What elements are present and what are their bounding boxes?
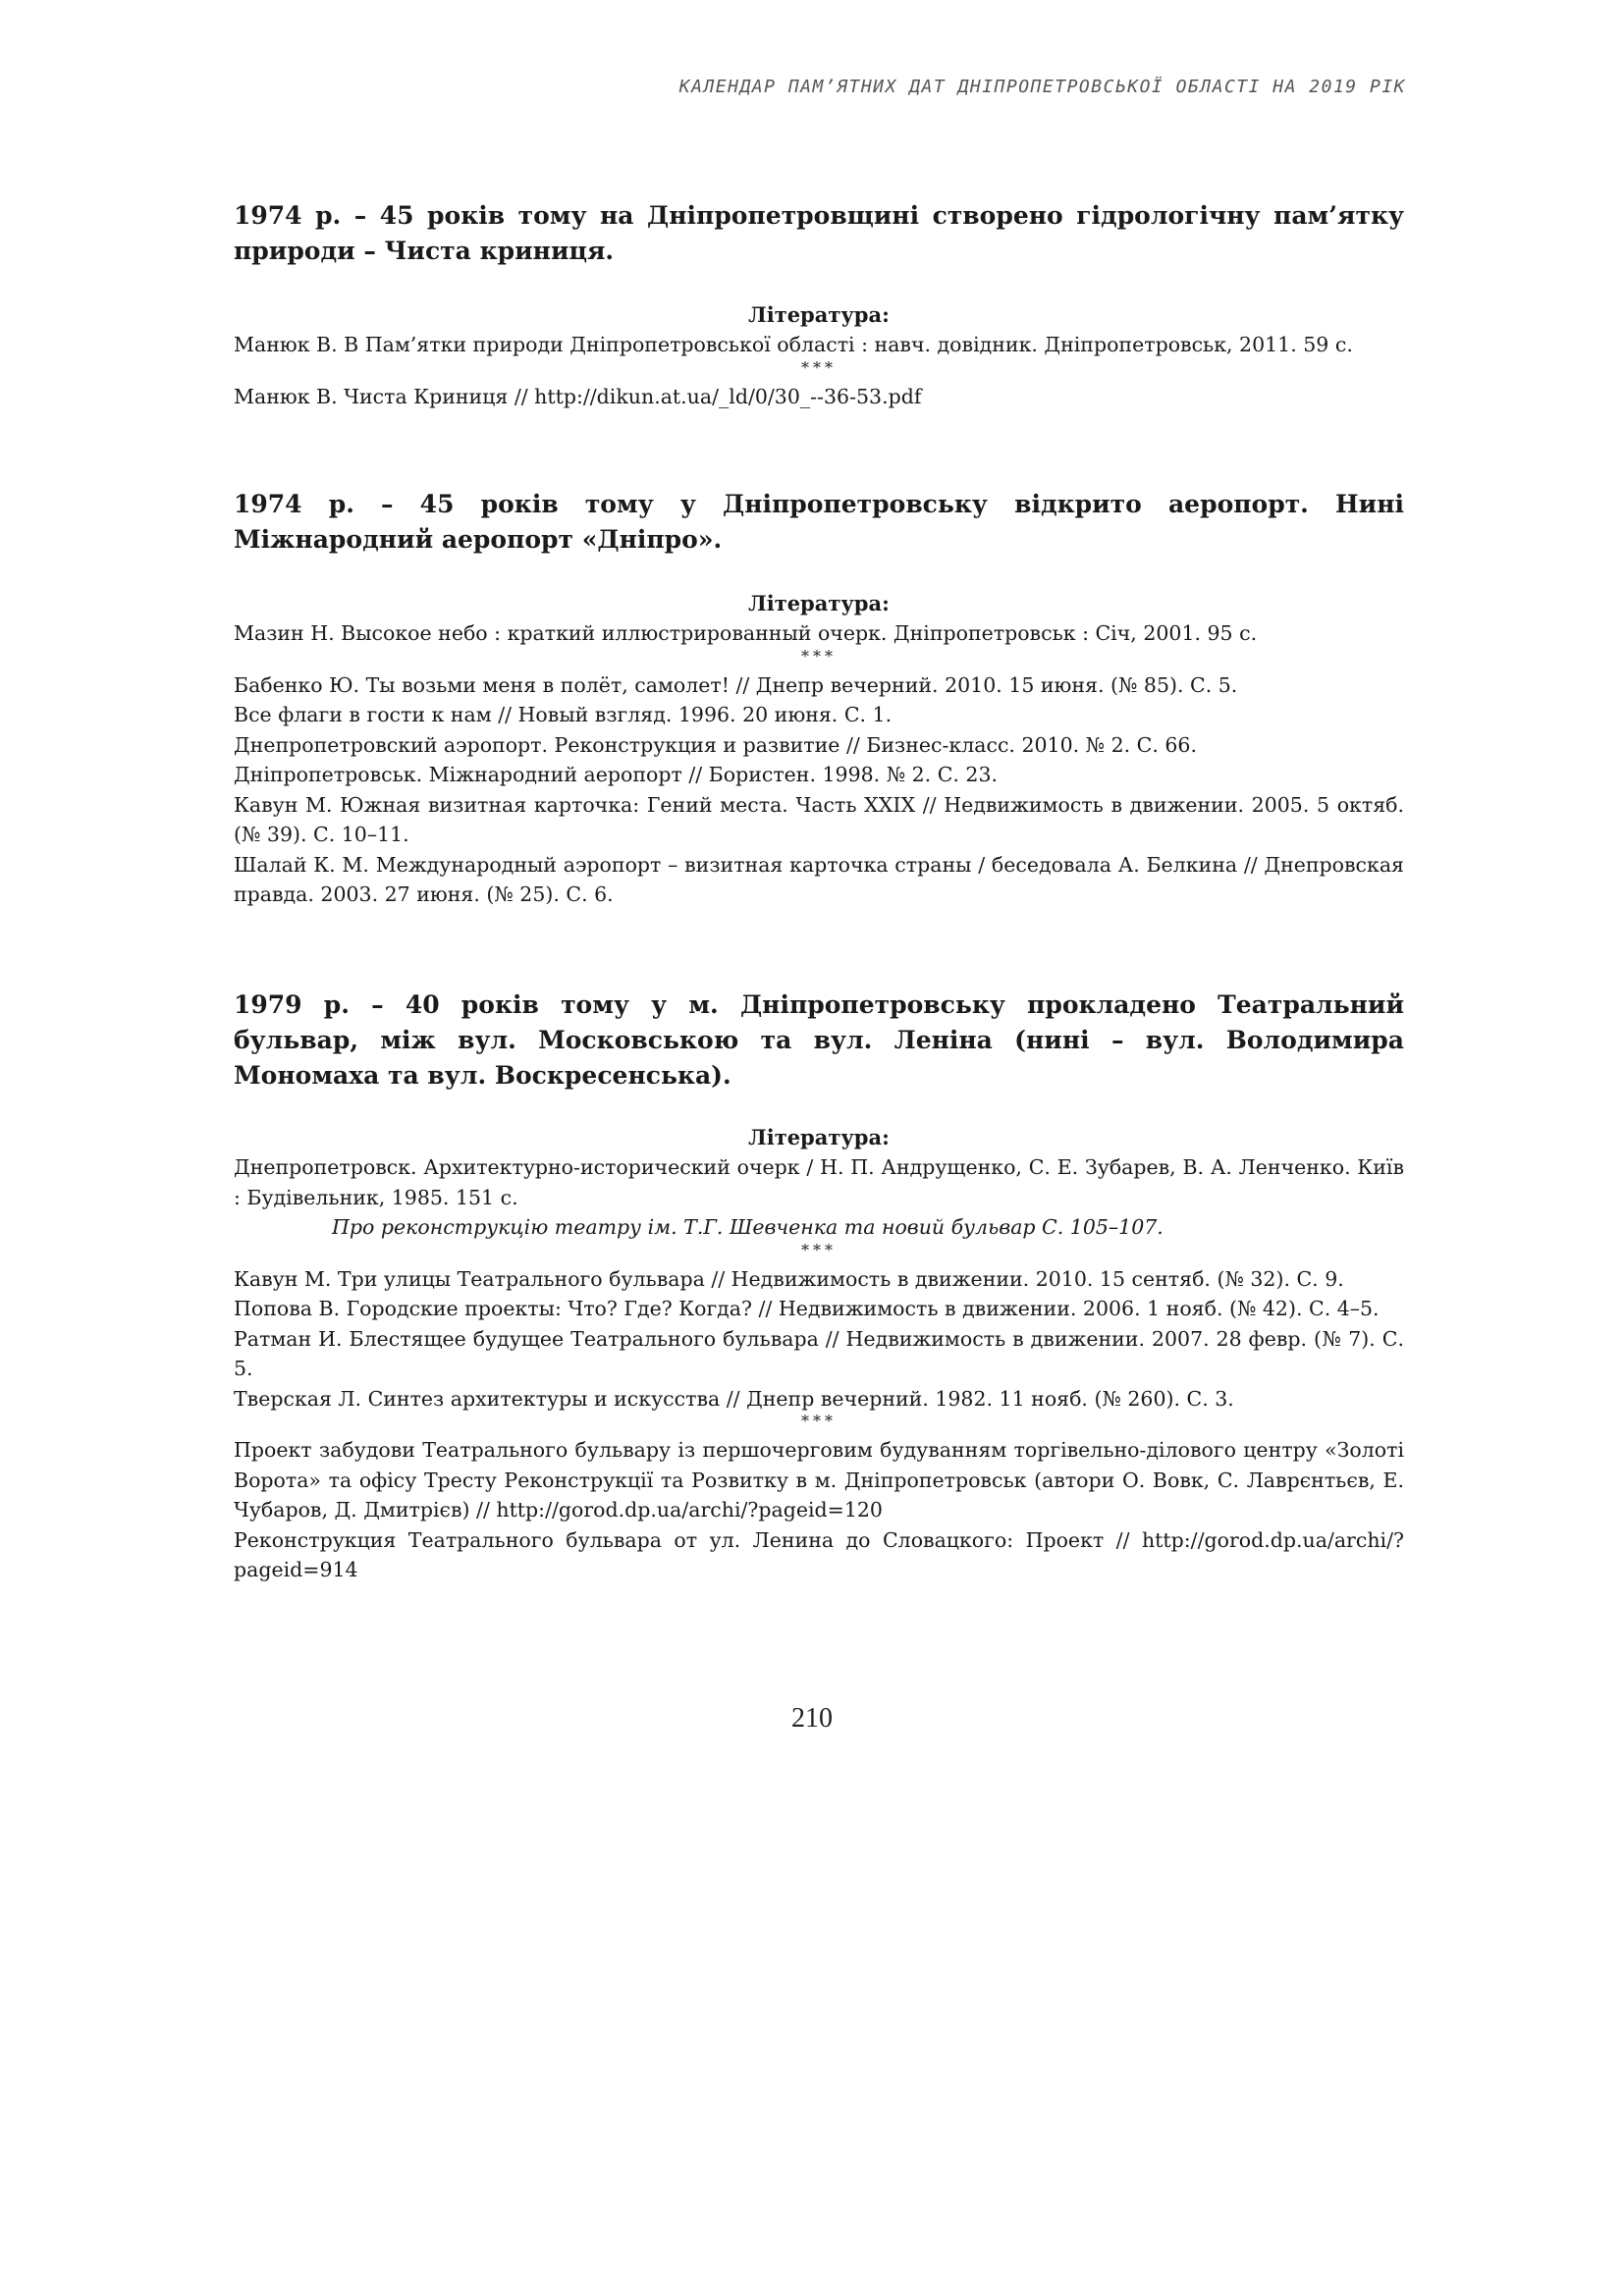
- event-title: 1974 р. – 45 років тому на Дніпропетровщині створено гідрологічну пам’ятку природи – Чиста криниця.: [234, 201, 1404, 265]
- reference-item: Все флаги в гости к нам // Новый взгляд. 1996. 20 июня. С. 1.: [234, 703, 893, 726]
- reference-note: Про реконструкцію театру ім. Т.Г. Шевченка та новий бульвар С. 105–107.: [332, 1215, 1164, 1239]
- reference-item: Попова В. Городские проекты: Что? Где? Когда? // Недвижимость в движении. 2006. 1 нояб. (№ 42). С. 4–5.: [234, 1297, 1380, 1320]
- reference-item: Бабенко Ю. Ты возьми меня в полёт, самолет! // Днепр вечерний. 2010. 15 июня. (№ 85). С. 5.: [234, 672, 1238, 697]
- event-title: 1979 р. – 40 років тому у м. Дніпропетровську прокладено Театральний бульвар, між вул. Московською та вул. Леніна (нині – вул. Володимира Мономаха та вул. Воскресенська).: [234, 990, 1404, 1090]
- reference-item: Тверская Л. Синтез архитектуры и искусства // Днепр вечерний. 1982. 11 нояб. (№ 260). С. 3.: [234, 1386, 1234, 1411]
- literature-heading: Література:: [748, 302, 890, 327]
- separator-stars: ***: [801, 1412, 837, 1430]
- separator-stars: ***: [801, 646, 837, 666]
- reference-item: Днепропетровск. Архитектурно-исторический очерк / Н. П. Андрущенко, С. Е. Зубарев, В. А. Ленченко. Київ : Будівельник, 1985. 151 с.: [234, 1155, 1404, 1209]
- calendar-entry-1974-airport: [234, 487, 1404, 910]
- reference-item: Днепропетровский аэропорт. Реконструкция и развитие // Бизнес-класс. 2010. № 2. С. 66.: [234, 732, 1197, 757]
- reference-item: Шалай К. М. Международный аэропорт – визитная карточка страны / беседовала А. Белкина // Днепровская правда. 2003. 27 июня. (№ 25). С. 6.: [234, 852, 1404, 906]
- calendar-entry-1979-boulevard: [234, 988, 1404, 1585]
- reference-item: Кавун М. Южная визитная карточка: Гений места. Часть XXIX // Недвижимость в движении. 2005. 5 октяб. (№ 39). С. 10–11.: [234, 792, 1404, 846]
- separator-stars: ***: [801, 357, 837, 377]
- reference-item: Проект забудови Театрального бульвару із першочерговим будуванням торгівельно-ділового центру «Золоті Ворота» та офісу Тресту Реконструкції та Розвитку в м. Дніпропетровськ (автори О. Вовк, С. Лаврєнтьєв, Е. Чубаров, Д. Дмитрієв) // http://gorod.dp.ua/archi/?pageid=120: [234, 1438, 1404, 1522]
- page-number: 210: [791, 1703, 833, 1734]
- running-header: КАЛЕНДАР ПАМ’ЯТНИХ ДАТ ДНІПРОПЕТРОВСЬКОЇ ОБЛАСТІ НА 2019 РІК: [678, 77, 1406, 97]
- reference-item: Манюк В. В Пам’ятки природи Дніпропетровської області : навч. довідник. Дніпропетровськ, 2011. 59 с.: [234, 333, 1353, 356]
- event-title: 1974 р. – 45 років тому у Дніпропетровську відкрито аеропорт. Нині Міжнародний аеропорт «Дніпро».: [234, 490, 1404, 554]
- reference-item: Реконструкция Театрального бульвара от ул. Ленина до Словацкого: Проект // http://gorod.dp.ua/archi/?pageid=914: [234, 1527, 1404, 1581]
- separator-stars: ***: [801, 1240, 837, 1259]
- calendar-entry-1974-spring: [234, 198, 1404, 411]
- reference-item: Мазин Н. Высокое небо : краткий иллюстрированный очерк. Дніпропетровськ : Січ, 2001. 95 с.: [234, 621, 1258, 645]
- reference-item: Дніпропетровськ. Міжнародний аеропорт // Бористен. 1998. № 2. С. 23.: [234, 763, 999, 786]
- reference-item: Кавун М. Три улицы Театрального бульвара // Недвижимость в движении. 2010. 15 сентяб. (№ 32). С. 9.: [234, 1266, 1344, 1291]
- literature-heading: Література:: [748, 591, 890, 615]
- reference-item: Ратман И. Блестящее будущее Театрального бульвара // Недвижимость в движении. 2007. 28 февр. (№ 7). С. 5.: [234, 1326, 1404, 1380]
- reference-item: Манюк В. Чиста Криниця // http://dikun.at.ua/_ld/0/30_--36-53.pdf: [234, 384, 922, 408]
- literature-heading: Література:: [748, 1125, 890, 1149]
